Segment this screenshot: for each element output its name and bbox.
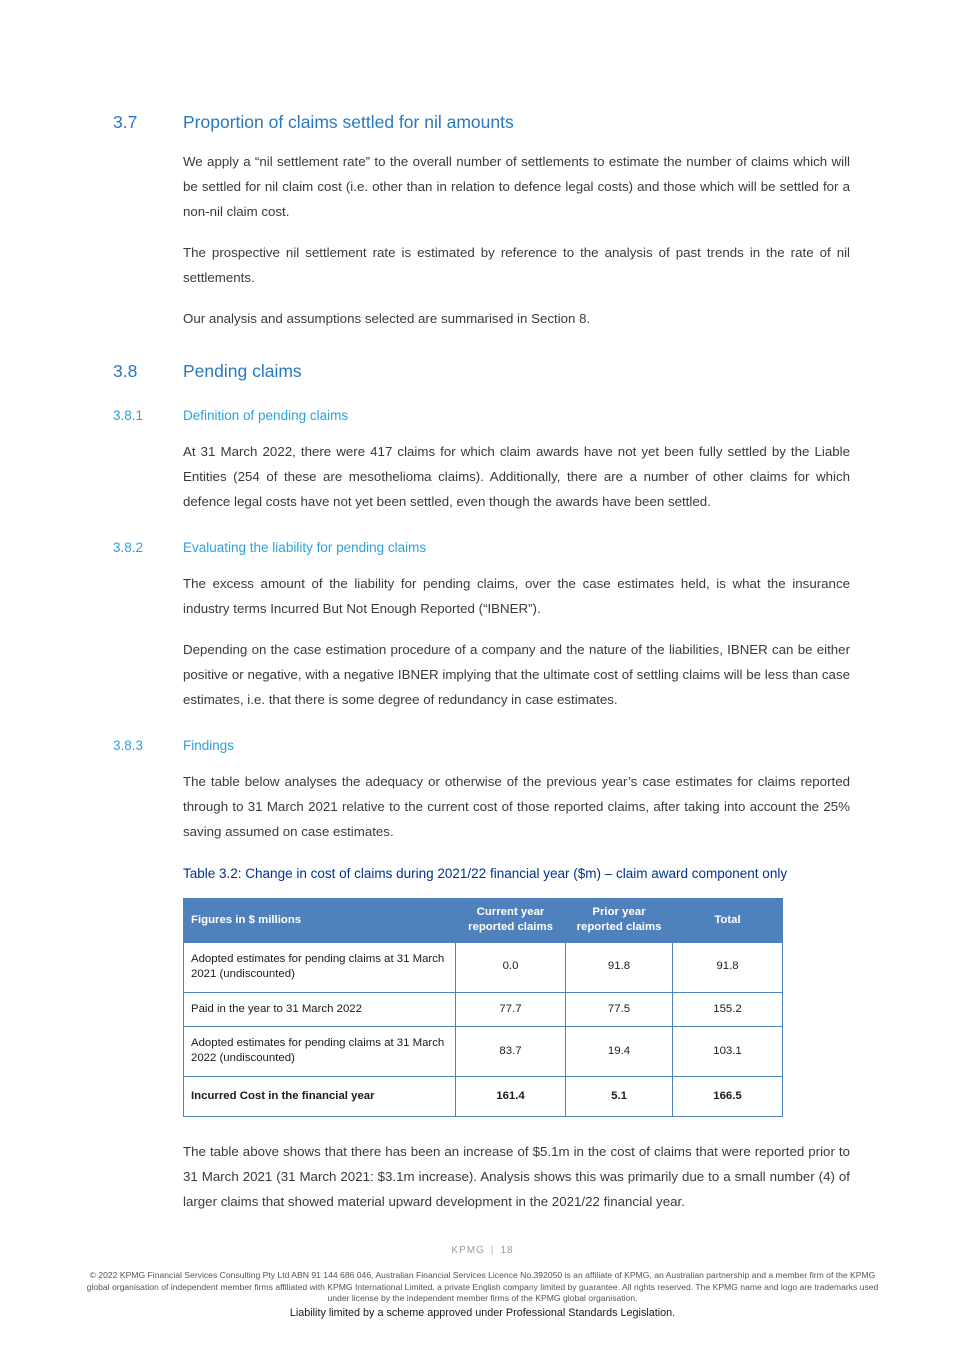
cell-value: 77.7 <box>456 992 566 1026</box>
cell-value: 77.5 <box>566 992 673 1026</box>
paragraph-row <box>113 224 850 290</box>
row-label: Adopted estimates for pending claims at 31 March 2022 (undiscounted) <box>184 1026 456 1076</box>
paragraph-row <box>113 1117 850 1214</box>
table-row-total <box>184 1076 783 1116</box>
paragraph-row <box>113 290 850 331</box>
row-label: Adopted estimates for pending claims at 31 March 2021 (undiscounted) <box>184 942 456 992</box>
page-number-line <box>0 1245 965 1256</box>
section-3-8-2-heading <box>113 540 850 555</box>
cell-value: 155.2 <box>673 992 783 1026</box>
table-header-row <box>184 899 783 943</box>
row-label: Incurred Cost in the financial year <box>184 1076 456 1116</box>
subsection-title: Definition of pending claims <box>183 408 349 423</box>
paragraph: At 31 March 2022, there were 417 claims for which claim awards have not yet been fully settled by the Liable Entities (254 of these are mesothelioma claims). Additionally, there are a number of other claims for which defence legal costs have not yet been settled, even though the awards have been settled. <box>183 444 850 509</box>
section-3-8-3-heading <box>113 738 850 753</box>
claims-cost-table <box>183 898 783 1117</box>
paragraph: The table below analyses the adequacy or otherwise of the previous year’s case estimates for claims reported through to 31 March 2021 relative to the current cost of those reported claims, after taking into account the 25% saving assumed on case estimates. <box>183 774 850 839</box>
paragraph-row <box>113 753 850 844</box>
table-header-current-year: Current year reported claims <box>456 899 566 943</box>
table-header-prior-year: Prior year reported claims <box>566 899 673 943</box>
table-header-label: Figures in $ millions <box>184 899 456 943</box>
table-caption: Table 3.2: Change in cost of claims during 2021/22 financial year ($m) – claim award component only <box>183 866 788 881</box>
section-title: Proportion of claims settled for nil amounts <box>183 112 514 132</box>
row-label: Paid in the year to 31 March 2022 <box>184 992 456 1026</box>
footer-separator: | <box>490 1245 495 1256</box>
section-title: Pending claims <box>183 361 302 381</box>
closing-paragraph: The table above shows that there has been an increase of $5.1m in the cost of claims that were reported prior to 31 March 2021 (31 March 2021: $3.1m increase). Analysis shows this was primarily due to a small number (4) of larger claims that showed material upward development in the 2021/22 financial year. <box>183 1144 850 1210</box>
subsection-number: 3.8.1 <box>113 408 144 423</box>
table-row <box>184 942 783 992</box>
paragraph: Depending on the case estimation procedure of a company and the nature of the liabilities, IBNER can be either positive or negative, with a negative IBNER implying that the ultimate cost of settling claims will be less than case estimates, i.e. that there is some degree of redundancy in case estimates. <box>183 642 850 707</box>
section-number: 3.8 <box>113 361 138 381</box>
paragraph: The prospective nil settlement rate is estimated by reference to the analysis of past trends in the rate of nil settlements. <box>183 245 850 285</box>
paragraph-row <box>113 423 850 514</box>
page-footer <box>0 1245 965 1365</box>
subsection-title: Evaluating the liability for pending claims <box>183 540 427 555</box>
cell-value: 166.5 <box>673 1076 783 1116</box>
paragraph-row <box>113 133 850 224</box>
subsection-title: Findings <box>183 738 235 753</box>
cell-value: 5.1 <box>566 1076 673 1116</box>
section-3-7-heading <box>113 112 850 133</box>
section-3-8-heading <box>113 361 850 382</box>
table-caption-row <box>113 844 850 884</box>
subsection-number: 3.8.3 <box>113 738 144 753</box>
section-number: 3.7 <box>113 112 138 132</box>
legal-disclaimer: © 2022 KPMG Financial Services Consulting Pty Ltd ABN 91 144 686 046, Australian Financial Services Licence No.392050 is an affiliate of KPMG, an Australian partnership and a member firm of the KPMG global organisation of independent member firms affiliated with KPMG International Limited, a private English company limited by guarantee. All rights reserved. The KPMG name and logo are trademarks used under license by the independent member firms of the KPMG global organisation. <box>86 1270 879 1303</box>
liability-statement: Liability limited by a scheme approved under Professional Standards Legislation. <box>289 1306 676 1319</box>
cell-value: 83.7 <box>456 1026 566 1076</box>
cell-value: 19.4 <box>566 1026 673 1076</box>
table-row-wrapper <box>113 884 850 1117</box>
cell-value: 0.0 <box>456 942 566 992</box>
paragraph-row <box>113 555 850 621</box>
footer-brand: KPMG <box>451 1245 485 1256</box>
subsection-number: 3.8.2 <box>113 540 144 555</box>
page-content <box>113 112 850 1214</box>
paragraph: Our analysis and assumptions selected are summarised in Section 8. <box>183 311 591 326</box>
cell-value: 91.8 <box>673 942 783 992</box>
paragraph-row <box>113 621 850 712</box>
paragraph: We apply a “nil settlement rate” to the overall number of settlements to estimate the number of claims which will be settled for nil claim cost (i.e. other than in relation to defence legal costs) and those which will be settled for a non-nil claim cost. <box>183 154 850 219</box>
table-row <box>184 1026 783 1076</box>
cell-value: 91.8 <box>566 942 673 992</box>
section-3-8-1-heading <box>113 408 850 423</box>
table-header-total: Total <box>673 899 783 943</box>
table-row <box>184 992 783 1026</box>
page-number: 18 <box>500 1245 514 1256</box>
cell-value: 161.4 <box>456 1076 566 1116</box>
paragraph: The excess amount of the liability for pending claims, over the case estimates held, is what the insurance industry terms Incurred But Not Enough Reported (“IBNER”). <box>183 576 850 616</box>
cell-value: 103.1 <box>673 1026 783 1076</box>
